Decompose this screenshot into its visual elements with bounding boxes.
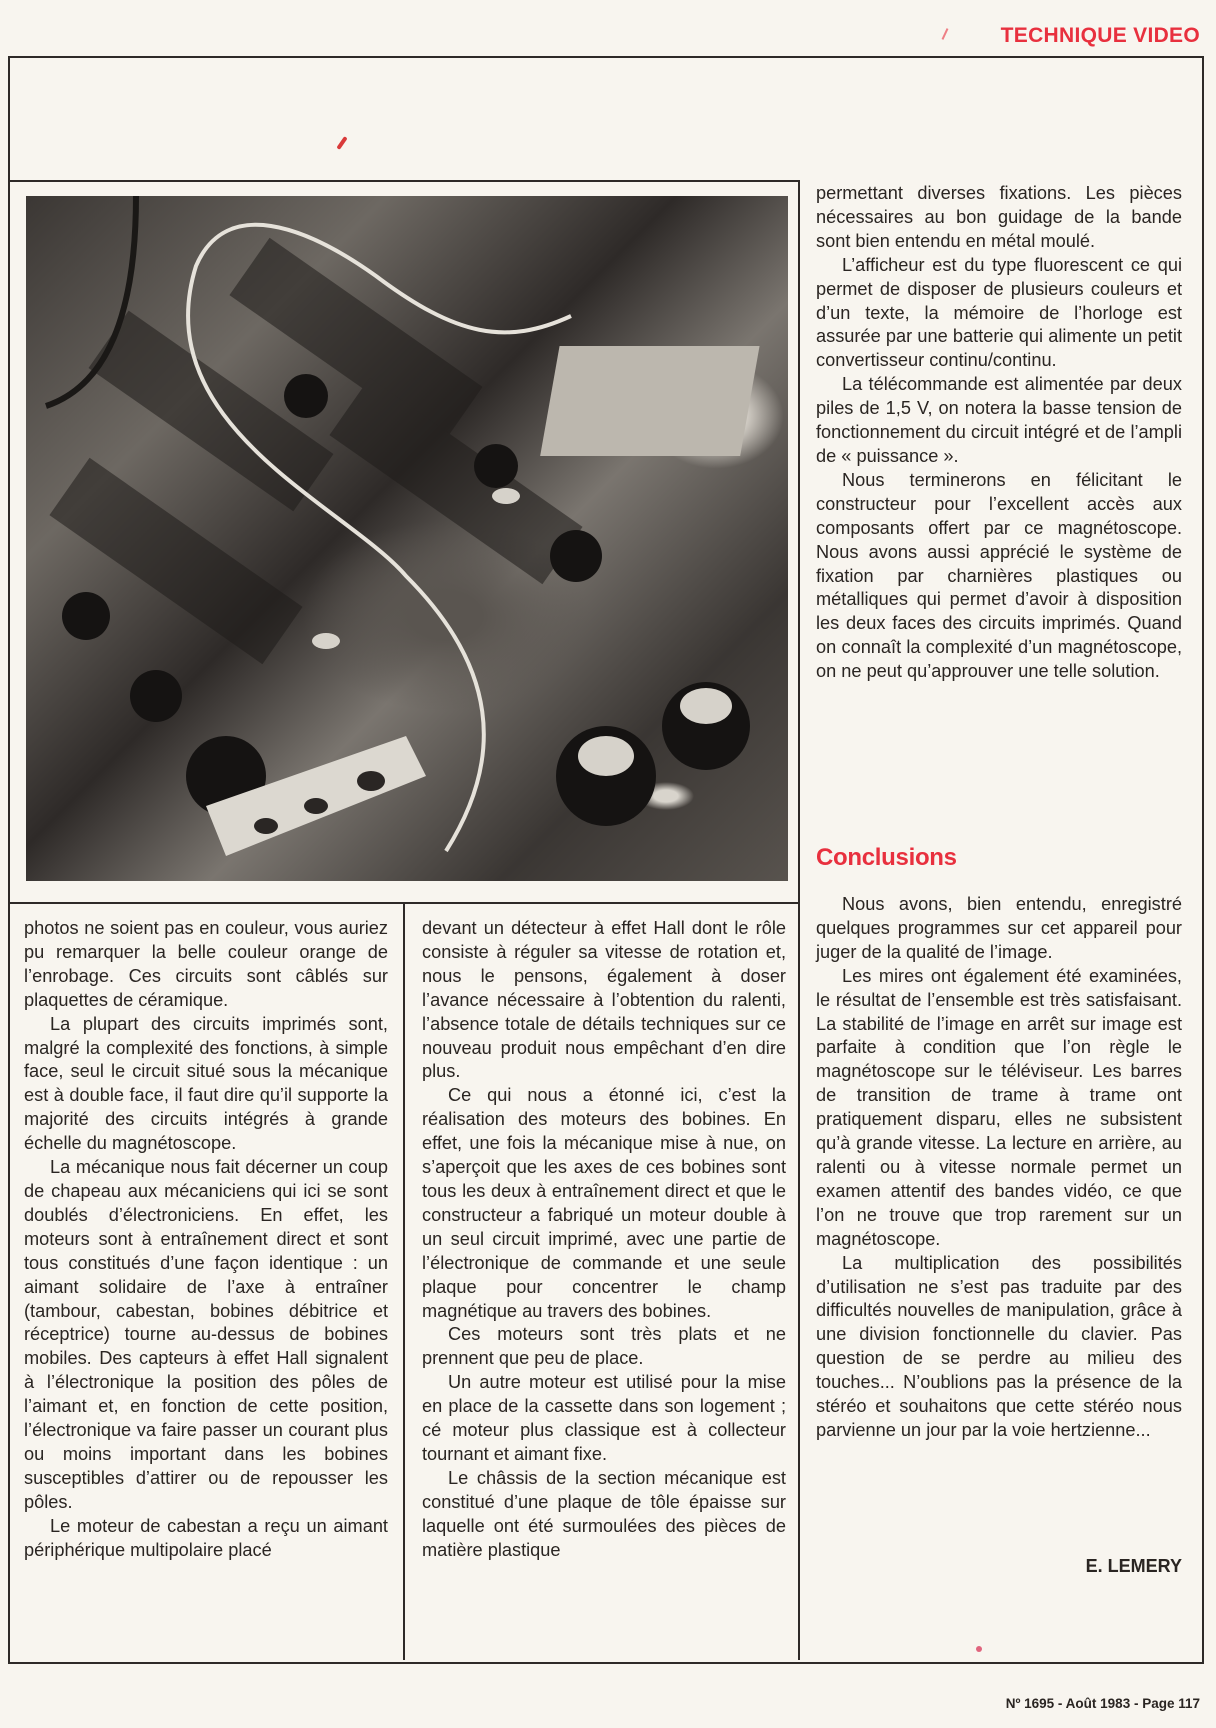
photo-illustration bbox=[26, 196, 788, 881]
paragraph: Le châssis de la section mécanique est constitué d’une plaque de tôle épaisse sur laquelle ont été surmoulées des pièces de matière plastique bbox=[422, 1467, 786, 1560]
capacitor bbox=[550, 530, 602, 582]
column-divider-middle bbox=[403, 902, 405, 1660]
bracket-hole bbox=[254, 818, 278, 834]
paragraph: Les mires ont également été examinées, le résultat de l’ensemble est très satisfaisant. La stabilité de l’image en arrêt sur image est parfaite à condition que l’on règle le magnétoscope sur le téléviseur. Les barres de transition de trame à trame ont pratiquement disparu, elles ne subsistent qu’à grande vitesse. La lecture en arrière, au ralenti ou à vitesse normale permet un examen attentif des bandes vidéo, ce que l’on ne trouve que trop rarement sur un magnétoscope. bbox=[816, 965, 1182, 1249]
capacitor bbox=[130, 670, 182, 722]
paragraph: permettant diverses fixations. Les pièces nécessaires au bon guidage de la bande sont bien entendu en métal moulé. bbox=[816, 183, 1182, 251]
capacitor bbox=[474, 444, 518, 488]
paragraph: Le moteur de cabestan a reçu un aimant périphérique multipolaire placé bbox=[24, 1515, 388, 1560]
paragraph: devant un détecteur à effet Hall dont le rôle consiste à réguler sa vitesse de rotation et, nous le pensons, également à doser l’avance nécessaire à l’obtention du ralenti, l’absence totale de détails techniques sur ce nouveau produit nous empêchant d’en dire plus. bbox=[422, 918, 786, 1082]
column-left bbox=[24, 917, 388, 1562]
column-divider-right bbox=[798, 180, 800, 1660]
capacitor bbox=[62, 592, 110, 640]
photo-frame-top-divider bbox=[8, 180, 800, 182]
paragraph: La plupart des circuits imprimés sont, malgré la complexité des fonctions, à simple face, seul le circuit situé sous la mécanique est à double face, il faut dire qu’il supporte la majorité des circuits intégrés à grande échelle du magnétoscope. bbox=[24, 1013, 388, 1154]
paragraph: La télécommande est alimentée par deux piles de 1,5 V, on notera la basse tension de fonctionnement du circuit intégré et de l’ampli de « puissance ». bbox=[816, 374, 1182, 466]
bracket-hole bbox=[357, 771, 385, 791]
page-footer: Nº 1695 - Août 1983 - Page 117 bbox=[1005, 1696, 1200, 1711]
paragraph: L’afficheur est du type fluorescent ce qui permet de disposer de plusieurs couleurs et d’un texte, la mémoire de l’horloge est assurée par une batterie qui alimente un petit convertisseur continu/continu. bbox=[816, 254, 1182, 371]
paragraph: La multiplication des possibilités d’utilisation ne s’est pas traduite par des difficultés nouvelles de manipulation, grâce à une division fonctionnelle du clavier. Pas question de se perdre au milieu des touches... N’oublions pas la présence de la stéréo et souhaitons que cette stéréo nous parvienne un jour par la voie hertzienne... bbox=[816, 1252, 1182, 1440]
paragraph: Nous terminerons en félicitant le constructeur pour l’excellent accès aux composants offert par ce magnétoscope. Nous avons aussi apprécié le système de fixation par charnières plastiques ou métalliques qui permet d’avoir à disposition les deux faces des circuits imprimés. Quand on connaît la complexité d’un magnétoscope, on ne peut qu’approuver une telle solution. bbox=[816, 469, 1182, 682]
bracket-hole bbox=[304, 798, 328, 814]
paragraph: Ce qui nous a étonné ici, c’est la réalisation des moteurs des bobines. En effet, une fois la mécanique mise à nue, on s’aperçoit que les axes de ces bobines sont tous les deux à entraînement direct et que le constructeur a fabriqué un moteur double à un seul circuit imprimé, avec une partie de l’électronique de commande et une seule plaque pour concentrer le champ magnétique au travers des bobines. bbox=[422, 1085, 786, 1321]
paragraph: Ces moteurs sont très plats et ne prennent que peu de place. bbox=[422, 1324, 786, 1369]
section-header-title: TECHNIQUE VIDEO bbox=[1000, 24, 1200, 47]
paragraph: La mécanique nous fait décerner un coup de chapeau aux mécaniciens qui ici se sont doublés d’électroniciens. En effet, les moteurs sont à entraînement direct et sont tous constitués d’une façon identique : un aimant solidaire de l’axe à entraîner (tambour, cabestan, bobines débitrice et réceptrice) tourne au-dessus de bobines mobiles. Des capteurs à effet Hall signalent à l’électronique la position des pôles de l’aimant et, en fonction de cette position, l’électronique va faire passer un courant plus ou moins important dans les bobines susceptibles d’attirer ou de repousser les pôles. bbox=[24, 1157, 388, 1512]
ink-mark bbox=[942, 28, 949, 40]
ink-speck bbox=[976, 1646, 982, 1652]
column-right-conclusions bbox=[816, 893, 1182, 1443]
column-middle bbox=[422, 917, 786, 1562]
shield-box bbox=[540, 346, 759, 456]
author-byline: E. LEMERY bbox=[1085, 1556, 1182, 1576]
conclusions-heading: Conclusions bbox=[816, 844, 957, 871]
paragraph: photos ne soient pas en couleur, vous auriez pu remarquer la belle couleur orange de l’enrobage. Ces circuits sont câblés sur plaquettes de céramique. bbox=[24, 918, 388, 1010]
capacitor bbox=[284, 374, 328, 418]
column-right-top bbox=[816, 182, 1182, 684]
capacitor-top bbox=[578, 736, 634, 776]
paragraph: Un autre moteur est utilisé pour la mise en place de la cassette dans son logement ; cé moteur plus classique est à collecteur tournant et aimant fixe. bbox=[422, 1372, 786, 1464]
circuit-board-photo bbox=[26, 196, 788, 881]
capacitor-top bbox=[492, 488, 520, 504]
paragraph: Nous avons, bien entendu, enregistré quelques programmes sur cet appareil pour juger de la qualité de l’image. bbox=[816, 894, 1182, 962]
capacitor-top bbox=[680, 688, 732, 724]
capacitor-top bbox=[312, 633, 340, 649]
